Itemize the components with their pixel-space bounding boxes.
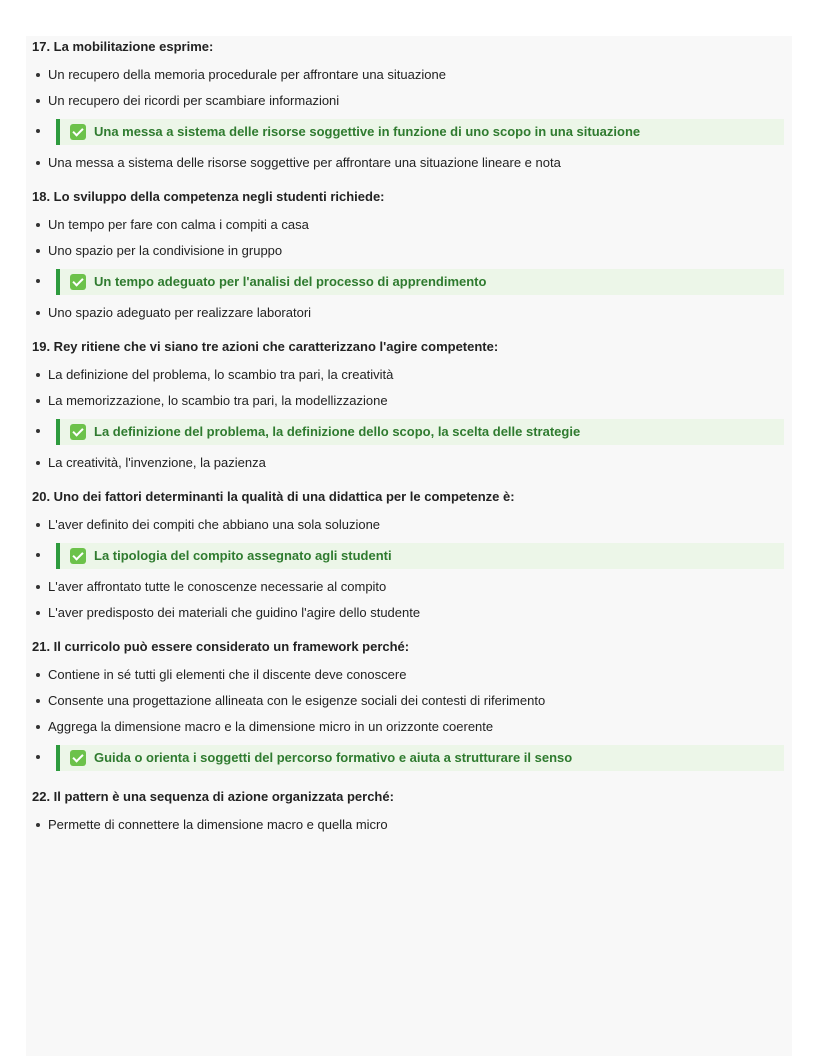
answer-list [32, 212, 784, 326]
answer-list [32, 812, 784, 838]
answer-option [32, 600, 784, 626]
question-title: 22. Il pattern è una sequenza di azione organizzata perché: [32, 789, 394, 804]
correct-answer [32, 538, 784, 574]
answer-text: Guida o orienta i soggetti del percorso formativo e aiuta a strutturare il senso [94, 750, 573, 765]
answer-text: Uno spazio adeguato per realizzare laboratori [48, 305, 312, 320]
correct-answer-highlight [56, 419, 784, 445]
question-21 [26, 636, 792, 776]
answer-list [32, 512, 784, 626]
question-19 [26, 336, 792, 476]
correct-answer-highlight [56, 269, 784, 295]
answer-option [32, 388, 784, 414]
answer-text: L'aver definito dei compiti che abbiano una sola soluzione [48, 517, 381, 532]
answer-text: Una messa a sistema delle risorse soggettive per affrontare una situazione lineare e nota [48, 155, 561, 170]
check-square-icon [70, 424, 86, 440]
correct-answer [32, 740, 784, 776]
answer-text: Consente una progettazione allineata con le esigenze sociali dei contesti di riferimento [48, 693, 546, 708]
answer-option [32, 688, 784, 714]
check-square-icon [70, 274, 86, 290]
answer-option [32, 512, 784, 538]
correct-answer-highlight [56, 543, 784, 569]
answer-text: Un recupero della memoria procedurale per affrontare una situazione [48, 67, 446, 82]
answer-text: La creatività, l'invenzione, la pazienza [48, 455, 266, 470]
correct-answer [32, 264, 784, 300]
answer-option [32, 362, 784, 388]
answer-option [32, 150, 784, 176]
check-square-icon [70, 548, 86, 564]
answer-option [32, 62, 784, 88]
answer-option [32, 574, 784, 600]
question-list [26, 36, 792, 838]
question-title: 20. Uno dei fattori determinanti la qualità di una didattica per le competenze è: [32, 489, 515, 504]
answer-text: La tipologia del compito assegnato agli studenti [94, 548, 392, 563]
check-square-icon [70, 124, 86, 140]
answer-option [32, 812, 784, 838]
answer-text: Uno spazio per la condivisione in gruppo [48, 243, 283, 258]
answer-text: L'aver affrontato tutte le conoscenze necessarie al compito [48, 579, 387, 594]
answer-text: La definizione del problema, la definizione dello scopo, la scelta delle strategie [94, 424, 581, 439]
check-square-icon [70, 750, 86, 766]
answer-text: Contiene in sé tutti gli elementi che il discente deve conoscere [48, 667, 407, 682]
question-title: 18. Lo sviluppo della competenza negli studenti richiede: [32, 189, 385, 204]
answer-text: Aggrega la dimensione macro e la dimensione micro in un orizzonte coerente [48, 719, 494, 734]
answer-text: Un tempo adeguato per l'analisi del processo di apprendimento [94, 274, 487, 289]
correct-answer-highlight [56, 745, 784, 771]
answer-list [32, 362, 784, 476]
answer-option [32, 662, 784, 688]
answer-text: Una messa a sistema delle risorse soggettive in funzione di uno scopo in una situazione [94, 124, 641, 139]
answer-option [32, 300, 784, 326]
answer-text: La definizione del problema, lo scambio tra pari, la creatività [48, 367, 394, 382]
answer-option [32, 238, 784, 264]
question-title: 21. Il curricolo può essere considerato un framework perché: [32, 639, 410, 654]
question-22 [26, 786, 792, 838]
answer-text: Un recupero dei ricordi per scambiare informazioni [48, 93, 340, 108]
correct-answer [32, 414, 784, 450]
answer-option [32, 212, 784, 238]
answer-option [32, 88, 784, 114]
answer-text: L'aver predisposto dei materiali che guidino l'agire dello studente [48, 605, 421, 620]
correct-answer-highlight [56, 119, 784, 145]
answer-option [32, 714, 784, 740]
answer-text: Permette di connettere la dimensione macro e quella micro [48, 817, 388, 832]
answer-list [32, 62, 784, 176]
question-17 [26, 36, 792, 176]
question-18 [26, 186, 792, 326]
answer-list [32, 662, 784, 776]
correct-answer [32, 114, 784, 150]
answer-text: Un tempo per fare con calma i compiti a casa [48, 217, 309, 232]
answer-text: La memorizzazione, lo scambio tra pari, la modellizzazione [48, 393, 388, 408]
question-title: 17. La mobilitazione esprime: [32, 39, 214, 54]
question-title: 19. Rey ritiene che vi siano tre azioni che caratterizzano l'agire competente: [32, 339, 499, 354]
question-20 [26, 486, 792, 626]
quiz-document [26, 36, 792, 1056]
answer-option [32, 450, 784, 476]
